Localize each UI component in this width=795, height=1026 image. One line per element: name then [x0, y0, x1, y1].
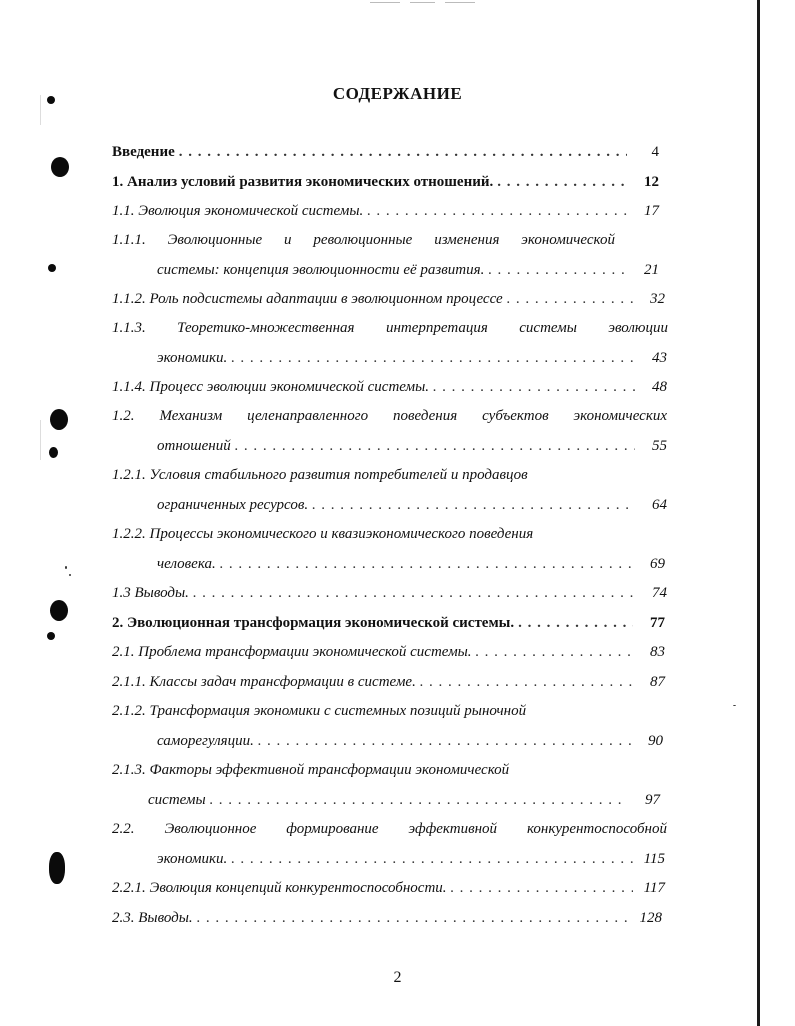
dot-leader — [235, 438, 635, 455]
dot-leader — [231, 350, 635, 367]
toc-entry-text: 1.1.4. Процесс эволюции экономической системы. — [112, 379, 430, 395]
toc-entry-page: 83 — [650, 644, 665, 660]
toc-entry-page: 21 — [644, 262, 659, 278]
toc-entry-continuation: системы — [148, 792, 206, 808]
toc-entry — [148, 792, 660, 814]
toc-entry-page: 97 — [645, 792, 660, 808]
toc-entry-page: 87 — [650, 674, 665, 690]
toc-entry-page: 90 — [648, 733, 663, 749]
toc-entry-page: 77 — [650, 615, 665, 631]
toc-entry-continuation: саморегуляции. — [157, 733, 254, 749]
toc-entry-page: 43 — [652, 350, 667, 366]
page-number: 2 — [393, 969, 402, 986]
toc-entry — [157, 851, 665, 873]
toc-entry — [112, 379, 667, 401]
toc-entry-text: 1.2. Механизм целенаправленного поведения субъектов экономических — [112, 408, 667, 424]
dot-leader — [179, 144, 627, 161]
dot-leader — [518, 615, 633, 632]
toc-entry — [157, 497, 667, 519]
dot-leader — [497, 174, 627, 191]
toc-entry — [157, 556, 665, 578]
toc-entry-text: 2.3. Выводы. — [112, 910, 193, 926]
dot-leader — [420, 674, 633, 691]
toc-entry-page: 115 — [643, 851, 665, 867]
toc-entry-continuation: ограниченных ресурсов. — [157, 497, 309, 513]
toc-entry-page: 117 — [643, 880, 665, 896]
toc-entry — [112, 144, 659, 166]
toc-entry-text: Введение — [112, 144, 175, 160]
toc-entry-page: 69 — [650, 556, 665, 572]
toc-entry — [112, 174, 659, 196]
toc-entry-text: 1. Анализ условий развития экономических отношений. — [112, 174, 494, 190]
toc-entry-continuation: экономики. — [157, 851, 228, 867]
toc-entry-page: 17 — [644, 203, 659, 219]
toc-entry — [157, 262, 659, 284]
toc-entry — [112, 585, 667, 607]
toc-entry-continuation: отношений — [157, 438, 231, 454]
toc-entry-text: 1.2.1. Условия стабильного развития потребителей и продавцов — [112, 467, 528, 483]
dot-leader — [451, 880, 633, 897]
dot-leader — [220, 556, 633, 573]
toc-entry-continuation: системы: концепция эволюционности её развития. — [157, 262, 485, 278]
toc-entry-text: 1.2.2. Процессы экономического и квазиэкономического поведения — [112, 526, 534, 542]
toc-entry-page: 4 — [651, 144, 659, 160]
dot-leader — [507, 291, 633, 308]
toc-entry — [112, 674, 665, 696]
dot-leader — [258, 733, 631, 750]
toc-entry — [112, 910, 662, 932]
toc-entry — [112, 880, 665, 902]
dot-leader — [488, 262, 627, 279]
toc-entry — [112, 203, 659, 225]
toc-entry-text: 1.1. Эволюция экономической системы. — [112, 203, 364, 219]
dot-leader — [231, 851, 633, 868]
toc-entry-page: 55 — [652, 438, 667, 454]
toc-entry-continuation: человека. — [157, 556, 216, 572]
dot-leader — [210, 792, 628, 809]
toc-entry-page: 128 — [639, 910, 662, 926]
page-title: СОДЕРЖАНИЕ — [332, 84, 463, 103]
toc-entry-page: 12 — [644, 174, 659, 190]
dot-leader — [312, 497, 635, 514]
toc-entry-page: 48 — [652, 379, 667, 395]
toc-entry-text: 2.2.1. Эволюция концепций конкурентоспособности. — [112, 880, 447, 896]
toc-entry-text: 2.1. Проблема трансформации экономической системы. — [112, 644, 472, 660]
toc-entry — [112, 615, 665, 637]
toc-entry — [157, 350, 667, 372]
toc-entry-text: 2.1.2. Трансформация экономики с системных позиций рыночной — [112, 703, 527, 719]
toc-entry — [112, 291, 665, 313]
toc-entry-text: 2.1.1. Классы задач трансформации в системе. — [112, 674, 416, 690]
toc-entry-text: 1.1.2. Роль подсистемы адаптации в эволюционном процессе — [112, 291, 503, 307]
toc-entry — [157, 438, 667, 460]
dot-leader — [367, 203, 627, 220]
toc-entry-page: 32 — [650, 291, 665, 307]
toc-entry-continuation: экономики. — [157, 350, 228, 366]
dot-leader — [433, 379, 635, 396]
dot-leader — [476, 644, 633, 661]
toc-entry-text: 2. Эволюционная трансформация экономической системы. — [112, 615, 515, 631]
toc-entry-page: 74 — [652, 585, 667, 601]
dot-leader — [197, 910, 630, 927]
toc-entry-text: 1.3 Выводы. — [112, 585, 189, 601]
toc-entry — [157, 733, 663, 755]
dot-leader — [193, 585, 635, 602]
toc-entry-text: 1.1.1. Эволюционные и революционные изменения экономической — [112, 232, 615, 248]
toc-entry-text: 2.2. Эволюционное формирование эффективной конкурентоспособной — [112, 821, 667, 837]
toc-entry-text: 1.1.3. Теоретико-множественная интерпретация системы эволюции — [112, 320, 668, 336]
toc-entry-text: 2.1.3. Факторы эффективной трансформации экономической — [112, 762, 510, 778]
toc-entry — [112, 644, 665, 666]
toc-entry-page: 64 — [652, 497, 667, 513]
